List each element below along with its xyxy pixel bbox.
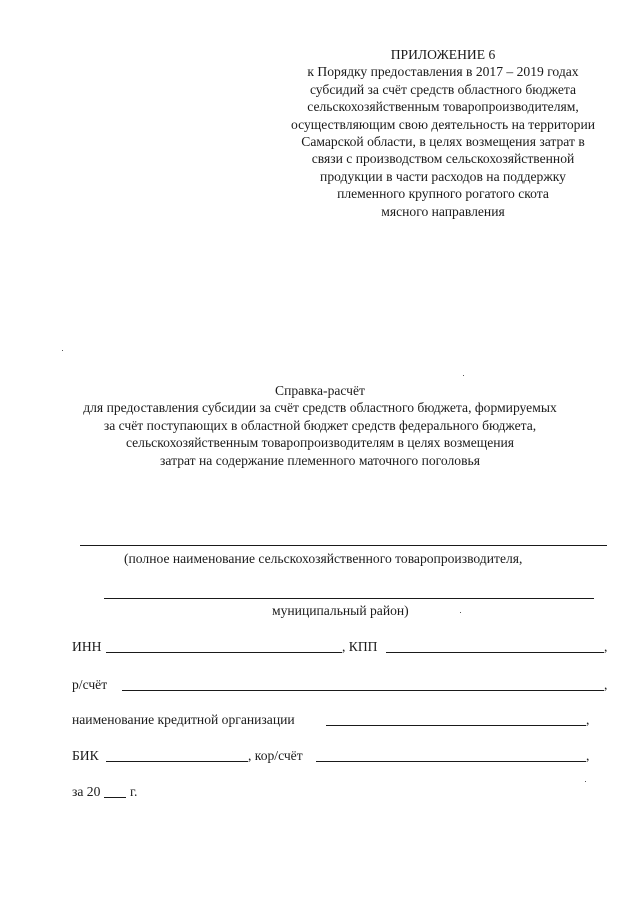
document-title-block: [60, 382, 580, 469]
year-field[interactable]: [104, 797, 126, 798]
scan-speck: [463, 375, 464, 376]
document-subtitle-line: для предоставления субсидии за счёт средств областного бюджета, формируемых: [83, 400, 557, 416]
appendix-line: связи с производством сельскохозяйственной: [311, 151, 575, 167]
appendix-line: к Порядку предоставления в 2017 – 2019 годах: [307, 64, 579, 80]
bik-label: БИК: [72, 748, 99, 763]
bank-row: [72, 712, 602, 729]
comma: ,: [586, 748, 590, 763]
bik-field[interactable]: [106, 761, 248, 762]
kpp-field[interactable]: [386, 652, 604, 653]
corr-account-field[interactable]: [316, 761, 586, 762]
kpp-label: , КПП: [342, 639, 378, 654]
producer-name-caption: (полное наименование сельскохозяйственного товаропроизводителя,: [124, 551, 523, 566]
period-suffix: г.: [130, 784, 138, 799]
appendix-line: осуществляющим свою деятельность на территории: [290, 116, 596, 132]
comma: ,: [604, 677, 608, 692]
comma: ,: [604, 639, 608, 654]
appendix-line: сельскохозяйственным товаропроизводителям,: [307, 99, 579, 115]
appendix-line: племенного крупного рогатого скота: [337, 186, 549, 202]
appendix-line: Самарской области, в целях возмещения затрат в: [301, 134, 585, 150]
appendix-line: продукции в части расходов на поддержку: [320, 168, 566, 184]
producer-name-blank[interactable]: [80, 545, 607, 546]
corr-account-label: , кор/счёт: [248, 748, 303, 763]
period-row: [72, 784, 192, 801]
appendix-title: ПРИЛОЖЕНИЕ 6: [390, 47, 496, 62]
document-subtitle-line: затрат на содержание племенного маточного поголовья: [160, 452, 480, 468]
document-title: Справка-расчёт: [275, 383, 365, 398]
inn-field[interactable]: [106, 652, 342, 653]
appendix-header: [268, 46, 618, 220]
document-subtitle-line: за счёт поступающих в областной бюджет средств федерального бюджета,: [103, 417, 537, 433]
account-label: р/счёт: [72, 677, 108, 692]
municipal-district-blank[interactable]: [104, 598, 594, 599]
document-subtitle-line: сельскохозяйственным товаропроизводителям в целях возмещения: [125, 435, 515, 451]
appendix-line: субсидий за счёт средств областного бюджета: [309, 81, 577, 97]
comma: ,: [586, 712, 590, 727]
bank-field[interactable]: [326, 725, 586, 726]
scan-speck: [62, 350, 63, 351]
period-prefix: за 20: [72, 784, 101, 799]
inn-kpp-row: [72, 639, 612, 656]
bik-corr-row: [72, 748, 602, 765]
account-field[interactable]: [122, 690, 604, 691]
inn-label: ИНН: [72, 639, 102, 654]
bank-label: наименование кредитной организации: [72, 712, 295, 727]
account-row: [72, 677, 612, 694]
appendix-line: мясного направления: [381, 203, 505, 219]
scan-speck: [460, 612, 461, 613]
municipal-district-caption: муниципальный район): [272, 603, 409, 618]
scan-speck: [585, 781, 586, 782]
